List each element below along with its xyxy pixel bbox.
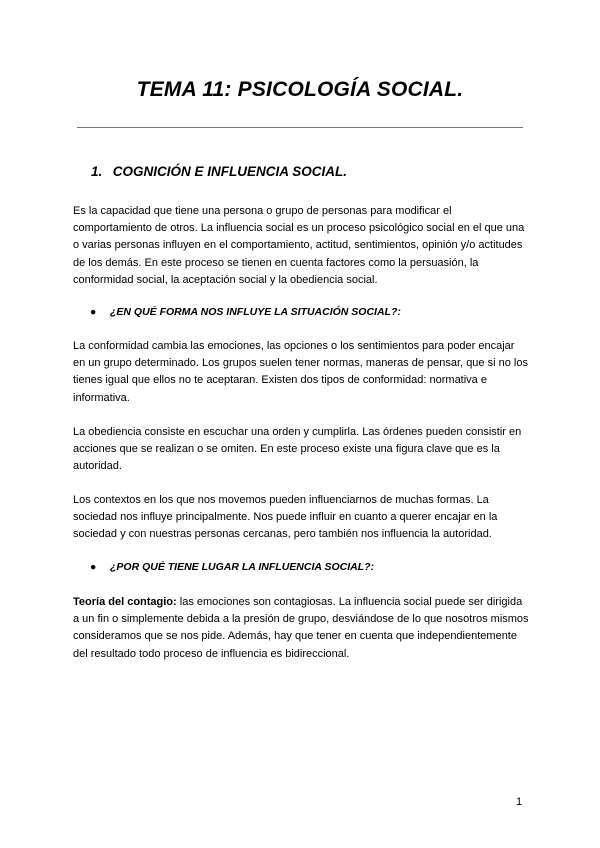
page-number: 1 (516, 796, 523, 808)
bullet-text: ¿POR QUÉ TIENE LUGAR LA INFLUENCIA SOCIAL?: (110, 561, 375, 573)
bullet-icon: ● (90, 306, 97, 318)
title-divider (77, 127, 523, 128)
bullet-situacion-social (90, 306, 401, 318)
bullet-text: ¿EN QUÉ FORMA NOS INFLUYE LA SITUACIÓN SOCIAL?: (110, 306, 401, 318)
page-title: TEMA 11: PSICOLOGÍA SOCIAL. (136, 78, 464, 101)
conformity-paragraph: La conformidad cambia las emociones, las opciones o los sentimientos para poder encajar en un grupo determinado. Los grupos suelen tener normas, maneras de pensar, que si no los tienes igual que ellos no te aceptaran. Existen dos tipos de conformidad: normativa e informativa. (73, 340, 528, 404)
section-number: 1. (91, 164, 103, 179)
section-heading-text: COGNICIÓN E INFLUENCIA SOCIAL. (112, 164, 348, 179)
contexts-paragraph: Los contextos en los que nos movemos pueden influenciarnos de muchas formas. La sociedad nos influye principalmente. Nos puede influir en cuanto a querer encajar en la sociedad y con nuestras personas cercanas, pero también nos influencia la autoridad. (73, 494, 498, 541)
intro-paragraph: Es la capacidad que tiene una persona o grupo de personas para modificar el comportamiento de otros. La influencia social es un proceso psicológico social en el que una o varias personas influyen en el comportamiento, actitud, sentimientos, opinión y/o actitudes de los demás. En este proceso se tienen en cuenta factores como la persuasión, la conformidad social, la aceptación social y la obediencia social. (73, 205, 525, 286)
contagion-paragraph (73, 594, 529, 663)
bullet-influencia-social (90, 561, 374, 573)
contagion-text: las emociones son contagiosas. La influencia social puede ser dirigida a un fin o simplemente debida a la presión de grupo, desviándose de lo que nosotros mismos consideramos que se nos pide. Además, hay que tener en cuenta que independientemente del resultado todo proceso de influencia es bidireccional. (73, 596, 529, 660)
bullet-icon: ● (90, 561, 97, 573)
section-heading (91, 164, 347, 179)
obedience-paragraph: La obediencia consiste en escuchar una orden y cumplirla. Las órdenes pueden consistir en acciones que se realizan o se omiten. En este proceso existe una figura clave que es la autoridad. (73, 426, 522, 473)
contagion-term: Teoría del contagio: (73, 596, 177, 608)
